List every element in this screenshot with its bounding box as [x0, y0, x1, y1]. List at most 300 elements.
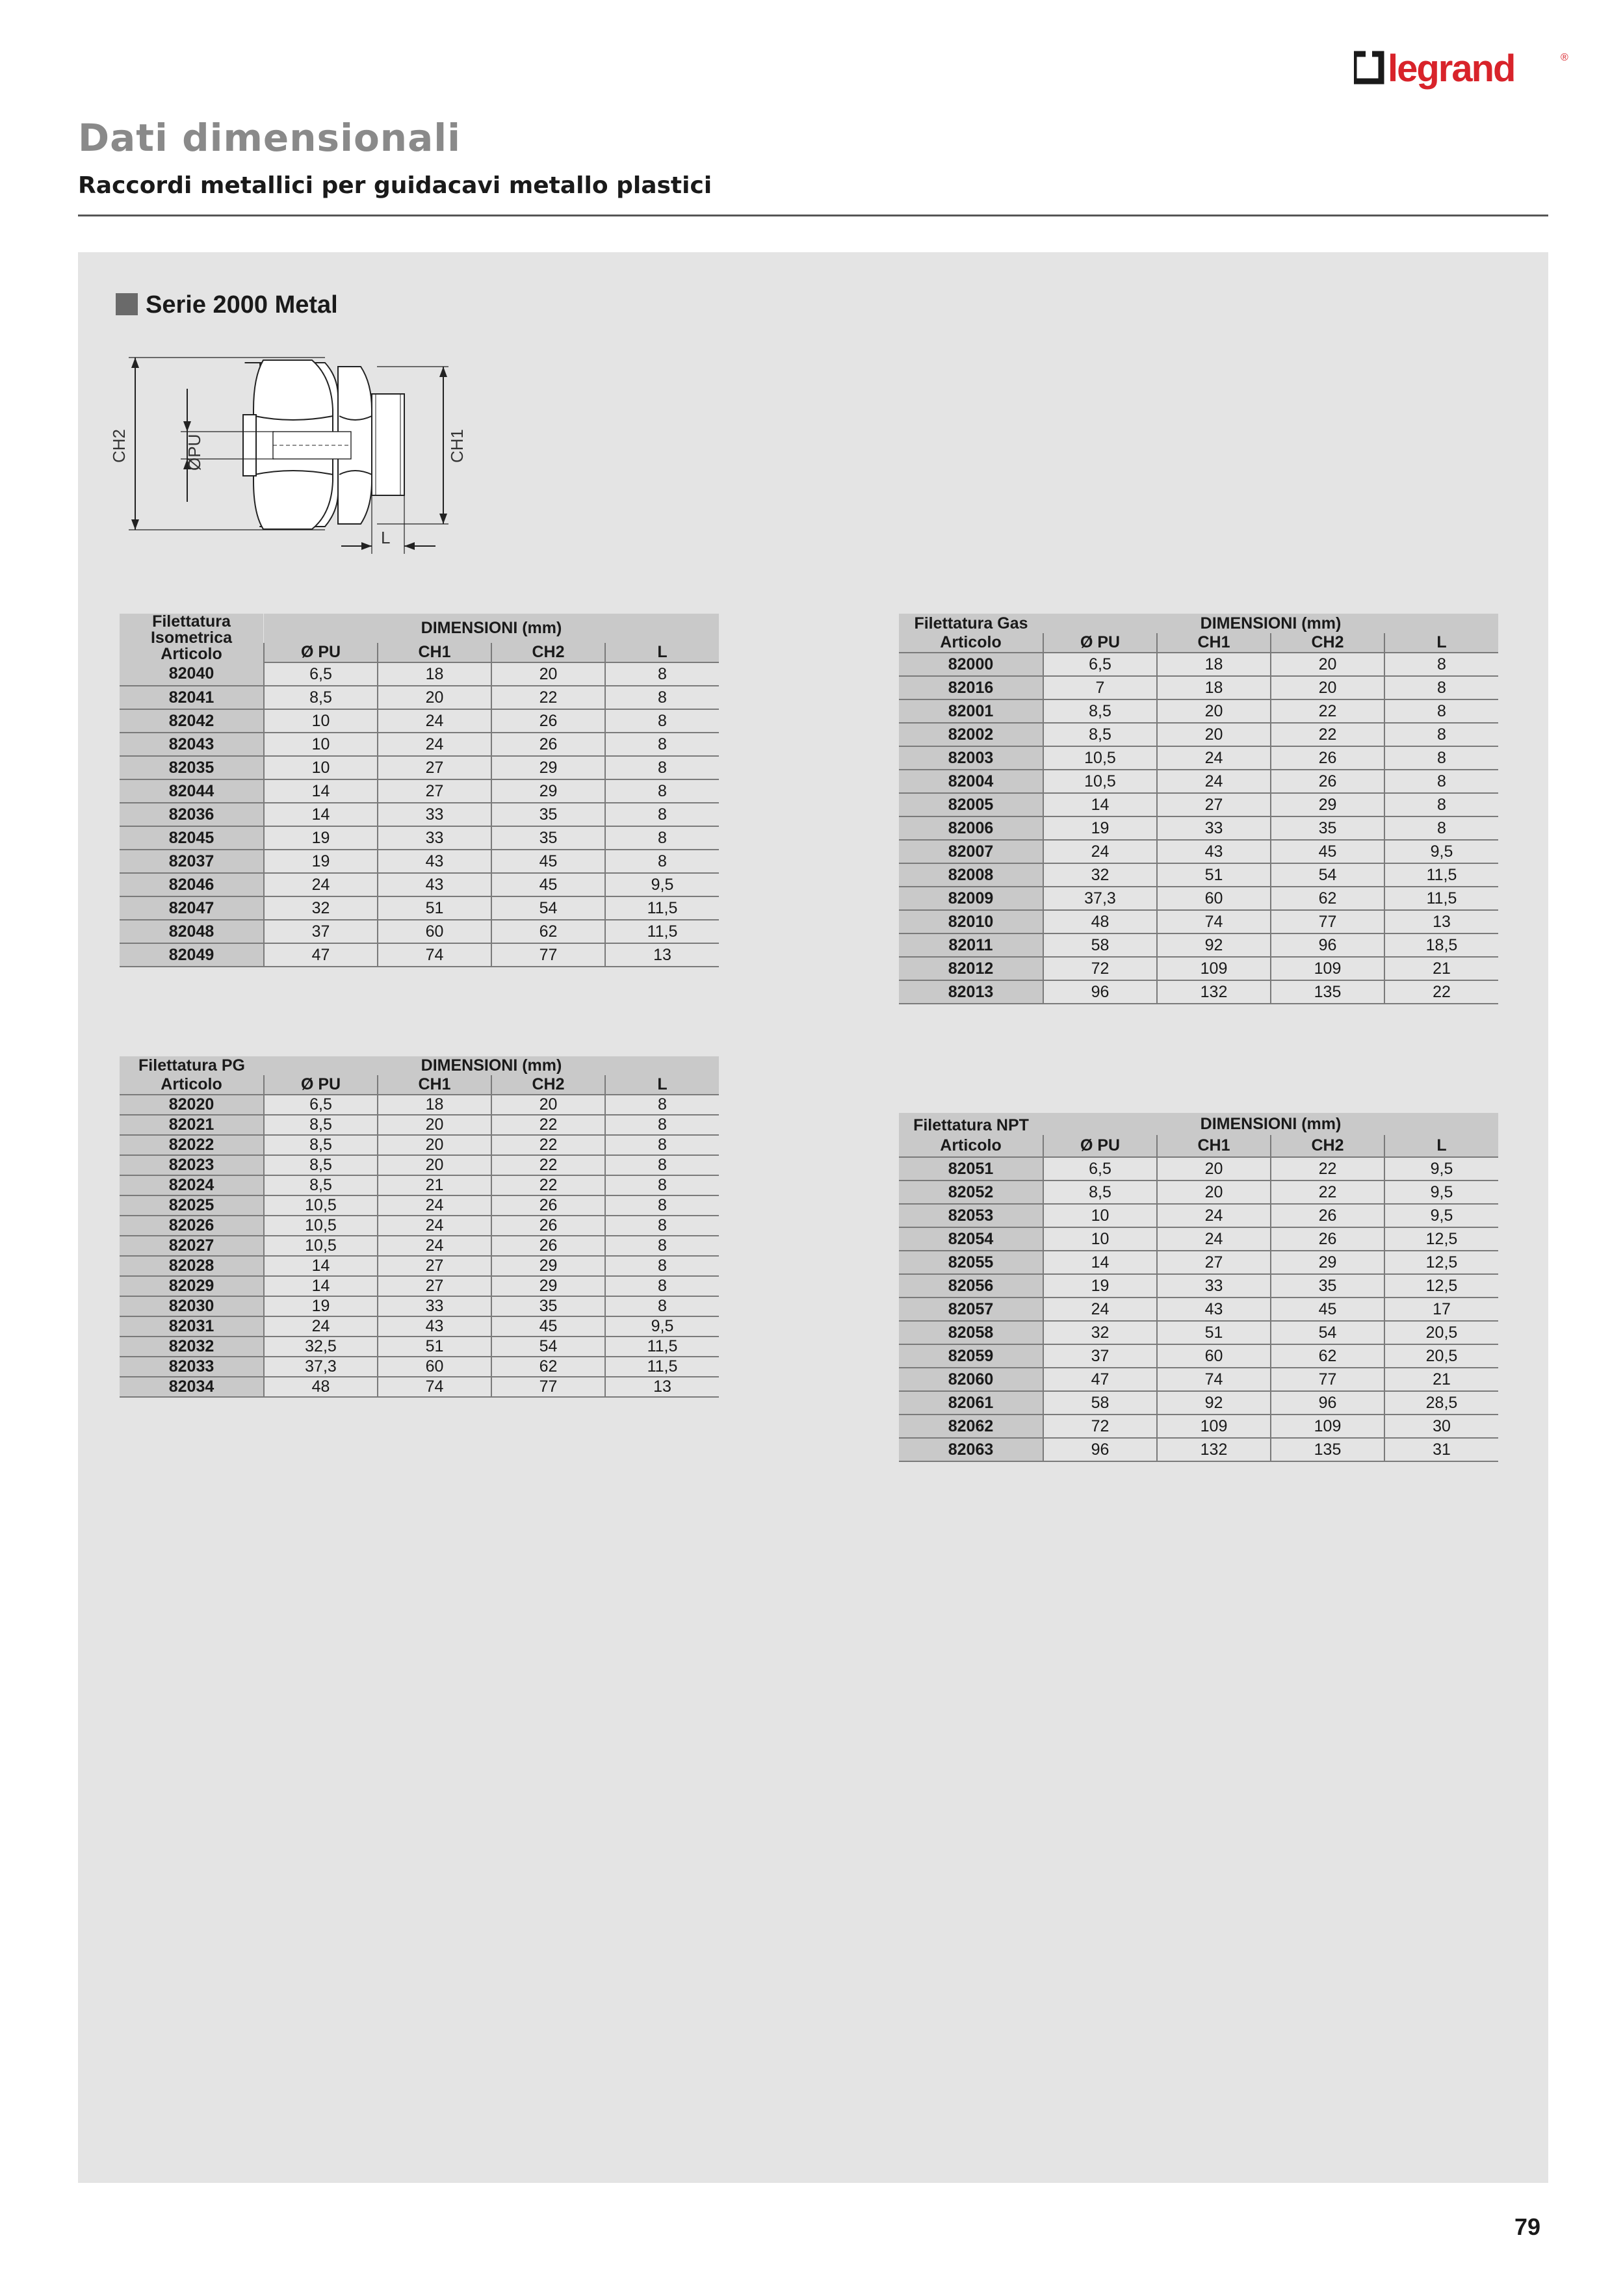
- opu-value: 72: [1043, 1415, 1157, 1438]
- ch2-value: 26: [491, 709, 605, 733]
- ch1-value: 132: [1157, 980, 1271, 1004]
- table-row: [120, 1135, 719, 1155]
- article-code: 82059: [899, 1344, 1043, 1368]
- article-code: 82060: [899, 1368, 1043, 1391]
- ch1-value: 24: [1157, 746, 1271, 770]
- ch1-value: 33: [378, 1296, 491, 1316]
- ch1-value: 60: [378, 920, 491, 943]
- table-row: [120, 803, 719, 826]
- ch2-value: 54: [491, 1337, 605, 1357]
- table-row: [899, 1415, 1498, 1438]
- opu-value: 7: [1043, 676, 1157, 699]
- l-value: 9,5: [605, 873, 719, 896]
- ch2-value: 22: [491, 686, 605, 709]
- table-isometrica: [120, 614, 719, 967]
- table-npt: [899, 1113, 1498, 1462]
- article-code: 82023: [120, 1155, 264, 1175]
- ch1-value: 24: [378, 709, 491, 733]
- ch2-value: 22: [491, 1155, 605, 1175]
- opu-value: 32: [1043, 1321, 1157, 1344]
- ch1-value: 24: [378, 1195, 491, 1216]
- ch2-value: 26: [1271, 1227, 1384, 1251]
- l-value: 12,5: [1384, 1227, 1498, 1251]
- ch2-value: 77: [491, 943, 605, 967]
- ch2-value: 135: [1271, 980, 1384, 1004]
- opu-value: 19: [1043, 816, 1157, 840]
- l-value: 13: [605, 943, 719, 967]
- l-value: 9,5: [1384, 1181, 1498, 1204]
- article-code: 82029: [120, 1276, 264, 1296]
- table-row: [899, 910, 1498, 933]
- opu-value: 14: [264, 1276, 378, 1296]
- ch1-value: 20: [378, 1115, 491, 1135]
- l-value: 8: [605, 1216, 719, 1236]
- article-code: 82012: [899, 957, 1043, 980]
- col-ch1: CH1: [378, 643, 491, 662]
- ch2-value: 22: [1271, 699, 1384, 723]
- ch1-value: 51: [378, 896, 491, 920]
- table-row: [899, 793, 1498, 816]
- ch2-value: 26: [491, 733, 605, 756]
- opu-value: 32: [264, 896, 378, 920]
- legrand-logo: [1354, 49, 1568, 101]
- ch1-value: 33: [1157, 816, 1271, 840]
- table-row: [120, 1276, 719, 1296]
- ch1-value: 24: [378, 1216, 491, 1236]
- l-value: 8: [1384, 699, 1498, 723]
- thread-header: Filettatura PG: [120, 1056, 264, 1075]
- l-value: 8: [605, 686, 719, 709]
- dims-header: DIMENSIONI (mm): [264, 1056, 719, 1075]
- ch2-value: 26: [1271, 770, 1384, 793]
- opu-value: 8,5: [264, 1155, 378, 1175]
- ch2-value: 45: [491, 850, 605, 873]
- ch2-value: 26: [1271, 746, 1384, 770]
- article-code: 82053: [899, 1204, 1043, 1227]
- opu-value: 8,5: [1043, 699, 1157, 723]
- opu-value: 6,5: [1043, 1157, 1157, 1181]
- article-code: 82033: [120, 1357, 264, 1377]
- l-value: 30: [1384, 1415, 1498, 1438]
- ch1-value: 132: [1157, 1438, 1271, 1461]
- opu-value: 8,5: [1043, 723, 1157, 746]
- opu-value: 24: [1043, 1298, 1157, 1321]
- l-value: 20,5: [1384, 1344, 1498, 1368]
- articolo-label: Articolo: [120, 1075, 264, 1095]
- article-code: 82010: [899, 910, 1043, 933]
- registered-mark: ®: [1561, 52, 1568, 63]
- l-value: 21: [1384, 957, 1498, 980]
- l-value: 8: [1384, 816, 1498, 840]
- table-row: [899, 1438, 1498, 1461]
- table-row: [120, 943, 719, 967]
- ch1-value: 74: [1157, 910, 1271, 933]
- ch2-value: 22: [491, 1135, 605, 1155]
- l-value: 9,5: [1384, 840, 1498, 863]
- ch2-value: 26: [491, 1195, 605, 1216]
- article-code: 82047: [120, 896, 264, 920]
- opu-value: 14: [1043, 1251, 1157, 1274]
- article-code: 82000: [899, 653, 1043, 676]
- l-value: 8: [605, 1195, 719, 1216]
- opu-value: 8,5: [264, 1115, 378, 1135]
- table-row: [899, 1368, 1498, 1391]
- opu-value: 10: [1043, 1227, 1157, 1251]
- table-row: [899, 1251, 1498, 1274]
- col-ch1: CH1: [1157, 633, 1271, 653]
- opu-value: 10: [264, 709, 378, 733]
- article-code: 82034: [120, 1377, 264, 1397]
- col-ch2: CH2: [1271, 1135, 1384, 1157]
- ch2-value: 26: [491, 1216, 605, 1236]
- thread-header: Filettatura NPT: [899, 1113, 1043, 1135]
- ch1-value: 24: [378, 1236, 491, 1256]
- table-row: [899, 980, 1498, 1004]
- opu-value: 58: [1043, 933, 1157, 957]
- l-value: 8: [1384, 793, 1498, 816]
- table-row: [120, 1296, 719, 1316]
- ch2-value: 77: [491, 1377, 605, 1397]
- l-value: 22: [1384, 980, 1498, 1004]
- label-ch1: CH1: [447, 428, 467, 463]
- table-row: [120, 826, 719, 850]
- table-row: [899, 816, 1498, 840]
- table-row: [120, 1195, 719, 1216]
- l-value: 28,5: [1384, 1391, 1498, 1415]
- thread-header: Filettatura Gas: [899, 614, 1043, 633]
- table-row: [899, 1274, 1498, 1298]
- ch2-value: 109: [1271, 1415, 1384, 1438]
- l-value: 21: [1384, 1368, 1498, 1391]
- ch1-value: 92: [1157, 933, 1271, 957]
- series-heading: [116, 291, 338, 319]
- opu-value: 32: [1043, 863, 1157, 887]
- table-row: [899, 746, 1498, 770]
- opu-value: 14: [264, 779, 378, 803]
- table-row: [120, 1216, 719, 1236]
- ch1-value: 18: [1157, 653, 1271, 676]
- opu-value: 14: [264, 1256, 378, 1276]
- col-opu: Ø PU: [264, 1075, 378, 1095]
- ch2-value: 22: [491, 1115, 605, 1135]
- table-row: [120, 1337, 719, 1357]
- ch2-value: 45: [491, 1316, 605, 1337]
- l-value: 8: [605, 779, 719, 803]
- l-value: 8: [605, 1256, 719, 1276]
- ch1-value: 33: [378, 826, 491, 850]
- table-gas: [899, 614, 1498, 1004]
- article-code: 82013: [899, 980, 1043, 1004]
- article-code: 82043: [120, 733, 264, 756]
- ch2-value: 35: [491, 1296, 605, 1316]
- article-code: 82049: [120, 943, 264, 967]
- l-value: 9,5: [605, 1316, 719, 1337]
- l-value: 8: [605, 803, 719, 826]
- thread-label: Filettatura Isometrica: [150, 614, 233, 647]
- table-row: [120, 756, 719, 779]
- opu-value: 32,5: [264, 1337, 378, 1357]
- articolo-label: Articolo: [899, 1135, 1043, 1157]
- ch2-value: 109: [1271, 957, 1384, 980]
- ch1-value: 27: [378, 756, 491, 779]
- opu-value: 96: [1043, 1438, 1157, 1461]
- table-row: [120, 1256, 719, 1276]
- table-row: [899, 840, 1498, 863]
- table-row: [120, 1175, 719, 1195]
- ch2-value: 62: [491, 920, 605, 943]
- article-code: 82062: [899, 1415, 1043, 1438]
- article-code: 82055: [899, 1251, 1043, 1274]
- l-value: 8: [605, 1236, 719, 1256]
- ch1-value: 60: [1157, 887, 1271, 910]
- table-row: [120, 1316, 719, 1337]
- table-row: [120, 896, 719, 920]
- opu-value: 19: [264, 850, 378, 873]
- opu-value: 37: [1043, 1344, 1157, 1368]
- ch2-value: 54: [1271, 863, 1384, 887]
- table-row: [899, 957, 1498, 980]
- ch1-value: 51: [1157, 863, 1271, 887]
- article-code: 82007: [899, 840, 1043, 863]
- ch1-value: 60: [1157, 1344, 1271, 1368]
- article-code: 82046: [120, 873, 264, 896]
- article-code: 82025: [120, 1195, 264, 1216]
- l-value: 8: [605, 1296, 719, 1316]
- opu-value: 8,5: [264, 1175, 378, 1195]
- ch1-value: 18: [1157, 676, 1271, 699]
- articolo-label: Articolo: [899, 633, 1043, 653]
- table-row: [120, 1115, 719, 1135]
- opu-value: 48: [264, 1377, 378, 1397]
- ch1-value: 33: [1157, 1274, 1271, 1298]
- ch1-value: 27: [1157, 793, 1271, 816]
- ch2-value: 20: [1271, 676, 1384, 699]
- col-opu: Ø PU: [1043, 633, 1157, 653]
- col-ch2: CH2: [491, 1075, 605, 1095]
- article-code: 82009: [899, 887, 1043, 910]
- opu-value: 37: [264, 920, 378, 943]
- ch2-value: 35: [1271, 1274, 1384, 1298]
- ch1-value: 109: [1157, 1415, 1271, 1438]
- article-code: 82020: [120, 1095, 264, 1115]
- ch2-value: 96: [1271, 1391, 1384, 1415]
- col-opu: Ø PU: [1043, 1135, 1157, 1157]
- article-code: 82006: [899, 816, 1043, 840]
- opu-value: 14: [264, 803, 378, 826]
- ch2-value: 20: [1271, 653, 1384, 676]
- table-row: [120, 779, 719, 803]
- opu-value: 10,5: [1043, 770, 1157, 793]
- ch1-value: 20: [378, 1155, 491, 1175]
- article-code: 82027: [120, 1236, 264, 1256]
- l-value: 8: [1384, 770, 1498, 793]
- header-rule: [78, 215, 1548, 216]
- article-code: 82016: [899, 676, 1043, 699]
- ch2-value: 77: [1271, 1368, 1384, 1391]
- article-code: 82022: [120, 1135, 264, 1155]
- col-ch2: CH2: [491, 643, 605, 662]
- opu-value: 8,5: [264, 1135, 378, 1155]
- article-code: 82030: [120, 1296, 264, 1316]
- ch2-value: 96: [1271, 933, 1384, 957]
- col-l: L: [1384, 633, 1498, 653]
- table-row: [899, 933, 1498, 957]
- l-value: 8: [1384, 676, 1498, 699]
- table-row: [899, 676, 1498, 699]
- article-code: 82054: [899, 1227, 1043, 1251]
- l-value: 18,5: [1384, 933, 1498, 957]
- article-code: 82044: [120, 779, 264, 803]
- ch1-value: 43: [378, 873, 491, 896]
- col-ch1: CH1: [1157, 1135, 1271, 1157]
- ch2-value: 22: [1271, 1157, 1384, 1181]
- table-row: [120, 1095, 719, 1115]
- col-ch2: CH2: [1271, 633, 1384, 653]
- l-value: 11,5: [605, 1357, 719, 1377]
- article-code: 82003: [899, 746, 1043, 770]
- table-row: [120, 850, 719, 873]
- opu-value: 8,5: [1043, 1181, 1157, 1204]
- table-row: [899, 1157, 1498, 1181]
- ch1-value: 51: [378, 1337, 491, 1357]
- l-value: 8: [1384, 746, 1498, 770]
- ch1-value: 74: [378, 943, 491, 967]
- table-row: [120, 733, 719, 756]
- table-row: [120, 662, 719, 686]
- article-code: 82057: [899, 1298, 1043, 1321]
- ch2-value: 26: [1271, 1204, 1384, 1227]
- page-title: Dati dimensionali: [78, 116, 461, 160]
- ch2-value: 45: [491, 873, 605, 896]
- article-code: 82021: [120, 1115, 264, 1135]
- table-row: [899, 863, 1498, 887]
- ch1-value: 18: [378, 1095, 491, 1115]
- ch1-value: 24: [1157, 770, 1271, 793]
- ch1-value: 74: [1157, 1368, 1271, 1391]
- opu-value: 72: [1043, 957, 1157, 980]
- l-value: 8: [1384, 723, 1498, 746]
- ch2-value: 45: [1271, 1298, 1384, 1321]
- ch2-value: 77: [1271, 910, 1384, 933]
- opu-value: 10,5: [264, 1236, 378, 1256]
- ch2-value: 62: [1271, 1344, 1384, 1368]
- l-value: 31: [1384, 1438, 1498, 1461]
- dims-header: DIMENSIONI (mm): [1043, 614, 1498, 633]
- article-code: 82052: [899, 1181, 1043, 1204]
- table-pg: [120, 1056, 719, 1398]
- ch2-value: 20: [491, 662, 605, 686]
- page-number: 79: [1514, 2213, 1541, 2240]
- ch1-value: 20: [1157, 723, 1271, 746]
- col-l: L: [1384, 1135, 1498, 1157]
- l-value: 11,5: [605, 896, 719, 920]
- article-code: 82035: [120, 756, 264, 779]
- ch1-value: 92: [1157, 1391, 1271, 1415]
- l-value: 11,5: [1384, 863, 1498, 887]
- ch1-value: 24: [1157, 1204, 1271, 1227]
- l-value: 8: [605, 850, 719, 873]
- article-code: 82040: [120, 662, 264, 686]
- table-row: [120, 920, 719, 943]
- ch1-value: 24: [1157, 1227, 1271, 1251]
- table-row: [899, 1204, 1498, 1227]
- ch1-value: 20: [1157, 699, 1271, 723]
- thread-header: [120, 614, 264, 662]
- l-value: 8: [605, 1135, 719, 1155]
- opu-value: 37,3: [1043, 887, 1157, 910]
- article-code: 82048: [120, 920, 264, 943]
- l-value: 8: [1384, 653, 1498, 676]
- l-value: 20,5: [1384, 1321, 1498, 1344]
- ch2-value: 62: [491, 1357, 605, 1377]
- ch1-value: 20: [1157, 1157, 1271, 1181]
- article-code: 82051: [899, 1157, 1043, 1181]
- ch2-value: 35: [491, 826, 605, 850]
- article-code: 82011: [899, 933, 1043, 957]
- l-value: 8: [605, 1095, 719, 1115]
- series-square-icon: [116, 293, 138, 315]
- article-code: 82008: [899, 863, 1043, 887]
- table-row: [120, 1236, 719, 1256]
- l-value: 8: [605, 733, 719, 756]
- table-row: [120, 1155, 719, 1175]
- l-value: 11,5: [1384, 887, 1498, 910]
- l-value: 8: [605, 1115, 719, 1135]
- article-code: 82028: [120, 1256, 264, 1276]
- article-code: 82001: [899, 699, 1043, 723]
- ch2-value: 29: [491, 779, 605, 803]
- l-value: 9,5: [1384, 1157, 1498, 1181]
- ch2-value: 54: [491, 896, 605, 920]
- table-row: [120, 873, 719, 896]
- opu-value: 37,3: [264, 1357, 378, 1377]
- opu-value: 14: [1043, 793, 1157, 816]
- article-code: 82045: [120, 826, 264, 850]
- ch1-value: 33: [378, 803, 491, 826]
- ch2-value: 45: [1271, 840, 1384, 863]
- opu-value: 24: [264, 873, 378, 896]
- table-row: [899, 699, 1498, 723]
- ch1-value: 20: [378, 686, 491, 709]
- opu-value: 19: [264, 1296, 378, 1316]
- table-row: [899, 1344, 1498, 1368]
- label-opu: ØPU: [185, 434, 204, 471]
- ch1-value: 27: [378, 1276, 491, 1296]
- opu-value: 47: [264, 943, 378, 967]
- article-code: 82026: [120, 1216, 264, 1236]
- l-value: 13: [1384, 910, 1498, 933]
- opu-value: 8,5: [264, 686, 378, 709]
- opu-value: 19: [1043, 1274, 1157, 1298]
- l-value: 12,5: [1384, 1274, 1498, 1298]
- ch2-value: 35: [491, 803, 605, 826]
- ch2-value: 29: [1271, 793, 1384, 816]
- table-row: [899, 1181, 1498, 1204]
- ch2-value: 22: [1271, 1181, 1384, 1204]
- opu-value: 58: [1043, 1391, 1157, 1415]
- opu-value: 6,5: [264, 1095, 378, 1115]
- ch1-value: 27: [1157, 1251, 1271, 1274]
- ch2-value: 22: [1271, 723, 1384, 746]
- article-code: 82031: [120, 1316, 264, 1337]
- series-title: Serie 2000 Metal: [146, 291, 338, 319]
- l-value: 8: [605, 1276, 719, 1296]
- l-value: 8: [605, 662, 719, 686]
- l-value: 8: [605, 1175, 719, 1195]
- article-code: 82058: [899, 1321, 1043, 1344]
- opu-value: 10,5: [264, 1216, 378, 1236]
- ch1-value: 51: [1157, 1321, 1271, 1344]
